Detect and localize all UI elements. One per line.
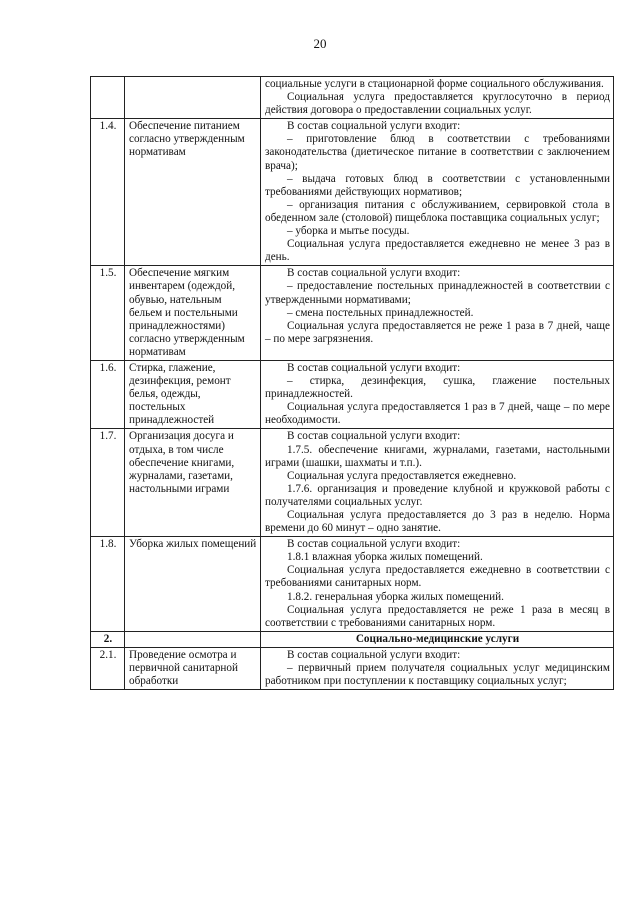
section-header-row bbox=[91, 631, 614, 647]
content-paragraph: социальные услуги в стационарной форме социального обслуживания. bbox=[265, 78, 604, 90]
service-name: Обеспечение питанием согласно утвержденным нормативам bbox=[125, 119, 261, 266]
content-paragraph: Социальная услуга предоставляется 1 раз в 7 дней, чаще – по мере необходимости. bbox=[265, 401, 610, 427]
table-row bbox=[91, 429, 614, 537]
content-paragraph: В состав социальной услуги входит: bbox=[287, 120, 461, 133]
content-paragraph: Социальная услуга предоставляется ежедневно не менее 3 раз в день. bbox=[265, 238, 610, 264]
table-row bbox=[91, 360, 614, 428]
table-row bbox=[91, 647, 614, 689]
content-paragraph: 1.8.1 влажная уборка жилых помещений. bbox=[287, 551, 483, 564]
row-number: 1.8. bbox=[91, 537, 125, 632]
content-paragraph: – стирка, дезинфекция, сушка, глажение постельных принадлежностей. bbox=[265, 375, 610, 401]
service-content bbox=[261, 429, 614, 537]
service-name: Организация досуга и отдыха, в том числе обеспечение книгами, журналами, газетами, настольными играми bbox=[125, 429, 261, 537]
row-number: 1.4. bbox=[91, 119, 125, 266]
content-paragraph: В состав социальной услуги входит: bbox=[287, 267, 461, 280]
service-content bbox=[261, 266, 614, 361]
service-content bbox=[261, 537, 614, 632]
content-paragraph: В состав социальной услуги входит: bbox=[287, 648, 461, 661]
content-paragraph: Социальная услуга предоставляется ежедневно. bbox=[287, 469, 517, 482]
page-number: 20 bbox=[313, 36, 327, 51]
service-content bbox=[261, 647, 614, 689]
content-paragraph: Социальная услуга предоставляется ежедневно в соответствии с требованиями санитарных норм. bbox=[265, 564, 610, 590]
services-table bbox=[90, 76, 614, 690]
row-number: 1.7. bbox=[91, 429, 125, 537]
content-paragraph: Социальная услуга предоставляется до 3 раз в неделю. Норма времени до 60 минут – одно занятие. bbox=[265, 509, 610, 535]
row-number: 1.6. bbox=[91, 360, 125, 428]
content-paragraph: 1.8.2. генеральная уборка жилых помещений. bbox=[287, 590, 504, 603]
service-name bbox=[125, 77, 261, 119]
content-paragraph: – предоставление постельных принадлежностей в соответствии с утвержденными нормативами; bbox=[265, 280, 610, 306]
content-paragraph: В состав социальной услуги входит: bbox=[287, 538, 461, 551]
content-paragraph: – организация питания с обслуживанием, сервировкой стола в обеденном зале (столовой) пищеблока поставщика социальных услуг; bbox=[265, 198, 610, 224]
service-content bbox=[261, 77, 614, 119]
section-title: Социально-медицинские услуги bbox=[261, 631, 614, 647]
service-name: Стирка, глажение, дезинфекция, ремонт белья, одежды, постельных принадлежностей bbox=[125, 360, 261, 428]
service-name: Проведение осмотра и первичной санитарной обработки bbox=[125, 647, 261, 689]
content-paragraph: – смена постельных принадлежностей. bbox=[287, 306, 474, 319]
content-paragraph: 1.7.5. обеспечение книгами, журналами, газетами, настольными играми (шашки, шахматы и т.п.). bbox=[265, 443, 610, 469]
content-paragraph: Социальная услуга предоставляется не реже 1 раза в месяц в соответствии с требованиями санитарных норм. bbox=[265, 603, 610, 629]
row-number bbox=[91, 77, 125, 119]
content-paragraph: В состав социальной услуги входит: bbox=[287, 430, 461, 443]
content-paragraph: – приготовление блюд в соответствии с требованиями законодательства (диетическое питание в соответствии с заключением врача); bbox=[265, 133, 610, 172]
content-paragraph: – первичный прием получателя социальных услуг медицинским работником при поступлении к поставщику социальных услуг; bbox=[265, 662, 610, 688]
service-content bbox=[261, 360, 614, 428]
section-number: 2. bbox=[91, 631, 125, 647]
service-content bbox=[261, 119, 614, 266]
content-paragraph: – уборка и мытье посуды. bbox=[287, 225, 410, 238]
content-paragraph: В состав социальной услуги входит: bbox=[287, 361, 461, 374]
content-paragraph: 1.7.6. организация и проведение клубной и кружковой работы с получателями социальных услуг. bbox=[265, 482, 610, 508]
table-row bbox=[91, 537, 614, 632]
service-name: Обеспечение мягким инвентарем (одеждой, обувью, нательным бельем и постельными принадлежностями) согласно утвержденным нормативам bbox=[125, 266, 261, 361]
table-row bbox=[91, 77, 614, 119]
row-number: 1.5. bbox=[91, 266, 125, 361]
section-empty-cell bbox=[125, 631, 261, 647]
content-paragraph: – выдача готовых блюд в соответствии с установленными требованиями действующих нормативов; bbox=[265, 172, 610, 198]
table-row bbox=[91, 266, 614, 361]
row-number: 2.1. bbox=[91, 647, 125, 689]
content-paragraph: Социальная услуга предоставляется круглосуточно в период действия договора о предоставлении социальных услуг. bbox=[265, 91, 610, 117]
service-name: Уборка жилых помещений bbox=[125, 537, 261, 632]
content-paragraph: Социальная услуга предоставляется не реже 1 раза в 7 дней, чаще – по мере загрязнения. bbox=[265, 319, 610, 345]
table-row bbox=[91, 119, 614, 266]
